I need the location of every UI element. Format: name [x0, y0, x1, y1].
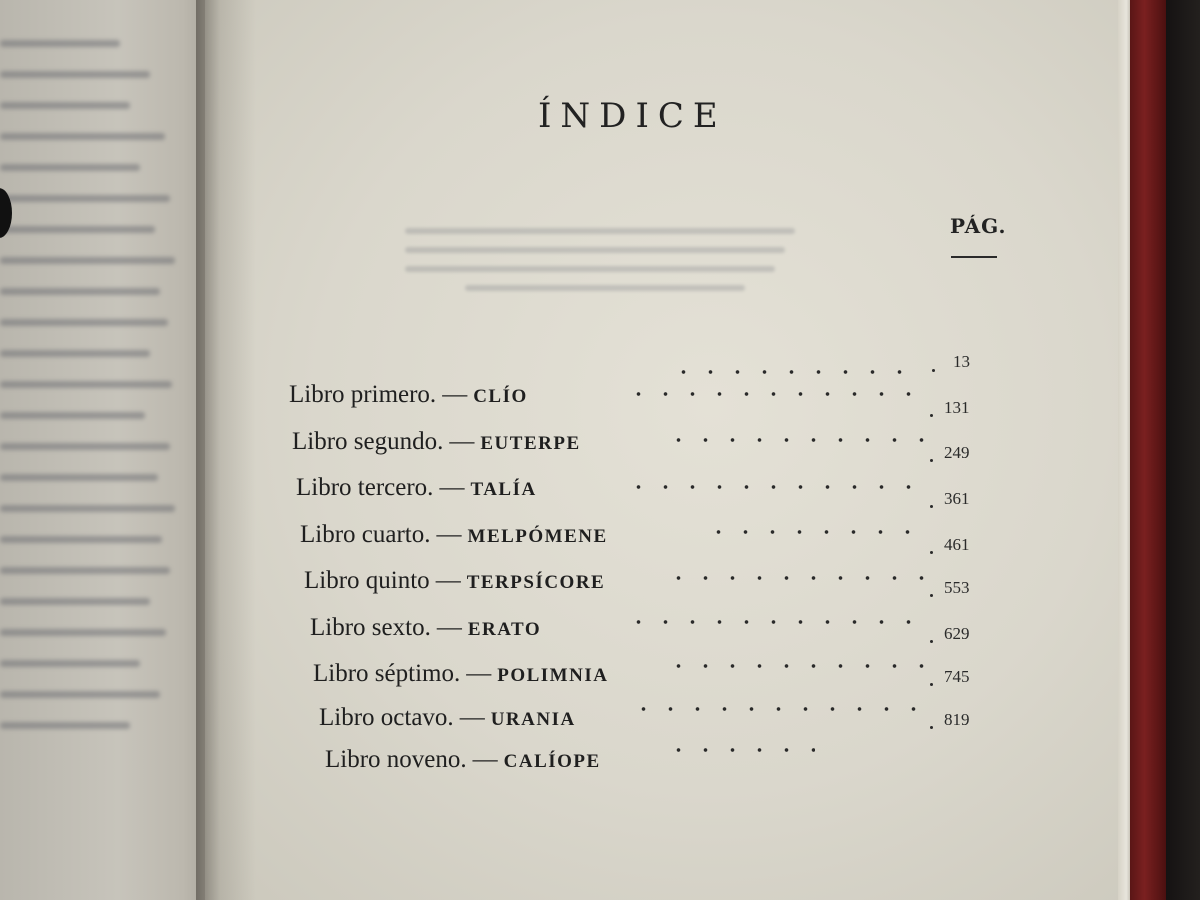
- entry-separator: —: [442, 381, 468, 408]
- page-number: 131: [944, 398, 970, 417]
- entry-muse: CLÍO: [473, 386, 528, 407]
- index-entry: [325, 746, 601, 774]
- index-entry: [319, 704, 576, 732]
- entry-label: Libro cuarto.: [300, 521, 431, 548]
- entry-separator: —: [435, 567, 461, 594]
- index-entry: [292, 428, 581, 456]
- entry-muse: URANIA: [490, 709, 576, 730]
- page-column-label: PÁG.: [950, 214, 1007, 238]
- entry-separator: —: [439, 474, 465, 501]
- entry-label: Libro sexto.: [310, 614, 431, 641]
- page-number: 249: [944, 443, 970, 462]
- entry-muse: MELPÓMENE: [467, 526, 608, 547]
- entry-muse: CALÍOPE: [503, 751, 601, 772]
- entry-separator: —: [436, 614, 462, 641]
- page-number: 461: [944, 535, 970, 554]
- page-number: 553: [944, 578, 970, 597]
- entry-label: Libro primero.: [289, 381, 437, 408]
- entry-label: Libro segundo.: [292, 428, 444, 455]
- entry-muse: ERATO: [467, 619, 542, 640]
- entry-muse: POLIMNIA: [497, 665, 609, 686]
- page-number: 629: [944, 624, 970, 643]
- entry-muse: TERPSÍCORE: [466, 572, 606, 593]
- entry-separator: —: [449, 428, 475, 455]
- entry-label: Libro noveno.: [325, 746, 467, 773]
- page-title: ÍNDICE: [538, 96, 727, 136]
- index-entry: [296, 474, 537, 502]
- entry-label: Libro quinto: [304, 567, 430, 594]
- page-number: 819: [944, 710, 970, 729]
- page-number: 361: [944, 489, 970, 508]
- index-entry: [313, 660, 608, 688]
- entry-muse: EUTERPE: [480, 433, 581, 454]
- entry-separator: —: [436, 521, 462, 548]
- index-entry: [304, 567, 605, 595]
- entry-separator: —: [472, 746, 498, 773]
- page-number: 745: [944, 667, 970, 686]
- index-entry: [300, 521, 608, 549]
- index-entry: [289, 381, 528, 409]
- index-entry: [310, 614, 541, 642]
- entry-separator: —: [466, 660, 492, 687]
- entry-separator: —: [459, 704, 485, 731]
- entry-label: Libro octavo.: [319, 704, 454, 731]
- page-number: 13: [953, 352, 970, 371]
- entry-label: Libro tercero.: [296, 474, 434, 501]
- entry-muse: TALÍA: [470, 479, 537, 500]
- entry-label: Libro séptimo.: [313, 660, 461, 687]
